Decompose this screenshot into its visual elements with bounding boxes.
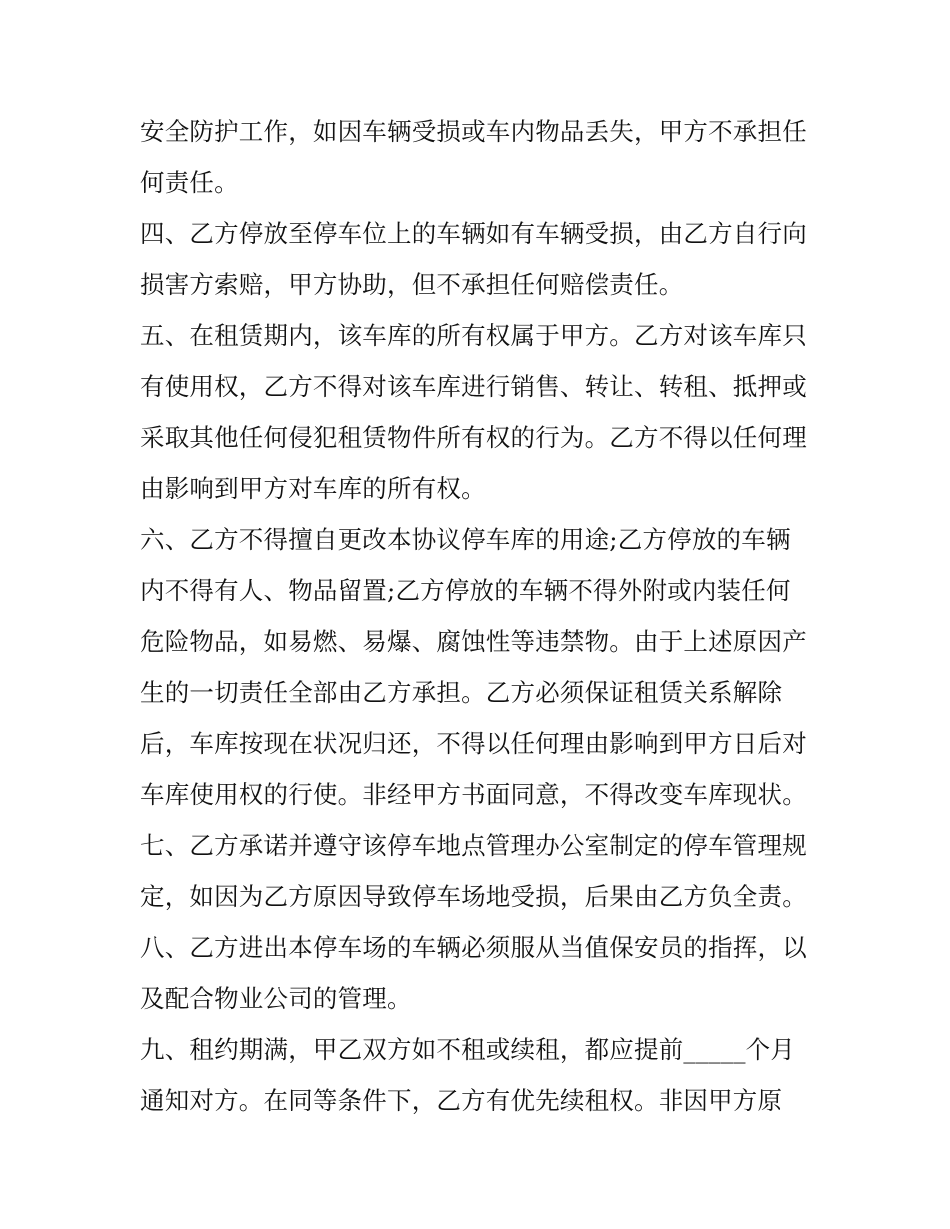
text-line: 安全防护工作，如因车辆受损或车内物品丢失，甲方不承担任 — [140, 117, 807, 146]
text-line: 五、在租赁期内，该车库的所有权属于甲方。乙方对该车库只 — [140, 321, 807, 350]
text-line: 有使用权，乙方不得对该车库进行销售、转让、转租、抵押或 — [140, 372, 807, 401]
text-line: 九、租约期满，甲乙双方如不租或续租，都应提前_____个月 — [140, 1035, 796, 1064]
text-line: 车库使用权的行使。非经甲方书面同意，不得改变车库现状。 — [140, 780, 807, 809]
text-line: 通知对方。在同等条件下，乙方有优先续租权。非因甲方原 — [140, 1086, 783, 1115]
text-line: 由影响到甲方对车库的所有权。 — [140, 474, 486, 503]
text-line: 四、乙方停放至停车位上的车辆如有车辆受损，由乙方自行向 — [140, 219, 807, 248]
text-line: 损害方索赔，甲方协助，但不承担任何赔偿责任。 — [140, 270, 684, 299]
text-line: 内不得有人、物品留置;乙方停放的车辆不得外附或内装任何 — [140, 576, 791, 605]
text-line: 六、乙方不得擅自更改本协议停车库的用途;乙方停放的车辆 — [140, 525, 791, 554]
text-line: 采取其他任何侵犯租赁物件所有权的行为。乙方不得以任何理 — [140, 423, 807, 452]
text-line: 后，车库按现在状况归还，不得以任何理由影响到甲方日后对 — [140, 729, 807, 758]
text-line: 危险物品，如易燃、易爆、腐蚀性等违禁物。由于上述原因产 — [140, 627, 807, 656]
text-line: 八、乙方进出本停车场的车辆必须服从当值保安员的指挥，以 — [140, 933, 807, 962]
text-line: 七、乙方承诺并遵守该停车地点管理办公室制定的停车管理规 — [140, 831, 807, 860]
text-line: 定，如因为乙方原因导致停车场地受损，后果由乙方负全责。 — [140, 882, 807, 911]
text-line: 及配合物业公司的管理。 — [140, 984, 412, 1013]
text-line: 何责任。 — [140, 168, 239, 197]
text-line: 生的一切责任全部由乙方承担。乙方必须保证租赁关系解除 — [140, 678, 783, 707]
contract-body — [140, 106, 830, 1126]
